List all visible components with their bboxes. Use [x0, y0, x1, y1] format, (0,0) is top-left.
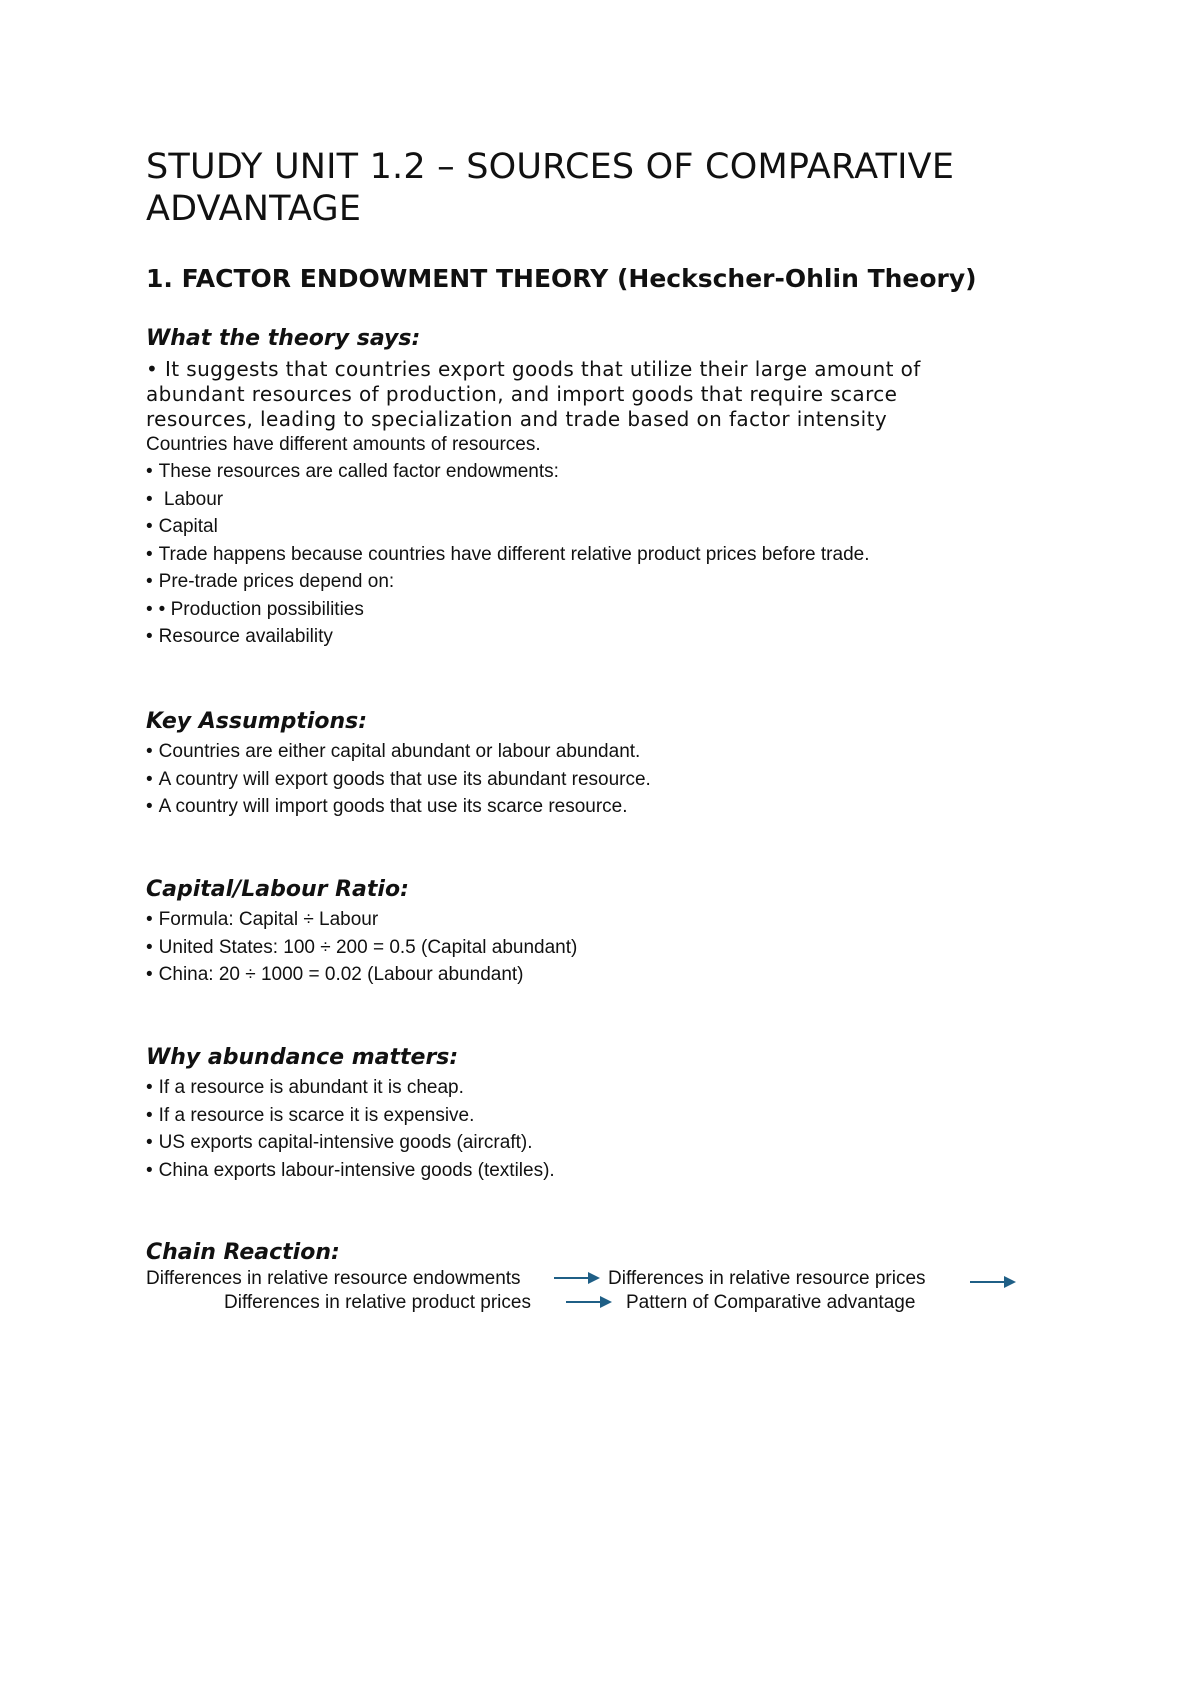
- list-item: • US exports capital-intensive goods (aircraft).: [146, 1129, 555, 1157]
- theory-heading: What the theory says:: [146, 326, 421, 351]
- chain-step-2: Differences in relative resource prices: [608, 1268, 926, 1289]
- section-heading-factor-endowment: 1. FACTOR ENDOWMENT THEORY (Heckscher-Ohlin Theory): [146, 264, 977, 293]
- assumptions-heading: Key Assumptions:: [146, 709, 368, 734]
- theory-plain-line: Countries have different amounts of resources.: [146, 434, 541, 455]
- list-item: • Labour: [146, 486, 869, 514]
- ratio-heading: Capital/Labour Ratio:: [146, 877, 409, 902]
- list-item: • United States: 100 ÷ 200 = 0.5 (Capital abundant): [146, 934, 577, 962]
- theory-list: [146, 458, 869, 651]
- list-item: • China: 20 ÷ 1000 = 0.02 (Labour abundant): [146, 961, 577, 989]
- list-item: • A country will export goods that use its abundant resource.: [146, 766, 651, 794]
- chain-step-4: Pattern of Comparative advantage: [626, 1292, 916, 1313]
- list-item: • Pre-trade prices depend on:: [146, 568, 869, 596]
- list-item: • If a resource is scarce it is expensive.: [146, 1102, 555, 1130]
- list-item: • China exports labour-intensive goods (textiles).: [146, 1157, 555, 1185]
- list-item: • If a resource is abundant it is cheap.: [146, 1074, 555, 1102]
- list-item: • These resources are called factor endowments:: [146, 458, 869, 486]
- list-item: • Capital: [146, 513, 869, 541]
- chain-step-3: Differences in relative product prices: [224, 1292, 531, 1313]
- list-item: • Countries are either capital abundant or labour abundant.: [146, 738, 651, 766]
- abundance-heading: Why abundance matters:: [146, 1045, 459, 1070]
- abundance-list: [146, 1074, 555, 1184]
- chain-heading: Chain Reaction:: [146, 1240, 340, 1265]
- theory-paragraph: • It suggests that countries export goods that utilize their large amount of abundant resources of production, and import goods that require scarce resources, leading to specialization and trade based on factor intensity: [146, 357, 921, 431]
- arrow-right-icon: [566, 1294, 614, 1310]
- list-item: • • Production possibilities: [146, 596, 869, 624]
- list-item: • Trade happens because countries have different relative product prices before trade.: [146, 541, 869, 569]
- list-item: • A country will import goods that use its scarce resource.: [146, 793, 651, 821]
- list-item: • Resource availability: [146, 623, 869, 651]
- page-title: STUDY UNIT 1.2 – SOURCES OF COMPARATIVE ADVANTAGE: [146, 147, 955, 229]
- arrow-right-icon: [554, 1270, 602, 1286]
- assumptions-list: [146, 738, 651, 821]
- ratio-list: [146, 906, 577, 989]
- arrow-right-icon: [970, 1274, 1018, 1290]
- list-item: • Formula: Capital ÷ Labour: [146, 906, 577, 934]
- chain-step-1: Differences in relative resource endowments: [146, 1268, 521, 1289]
